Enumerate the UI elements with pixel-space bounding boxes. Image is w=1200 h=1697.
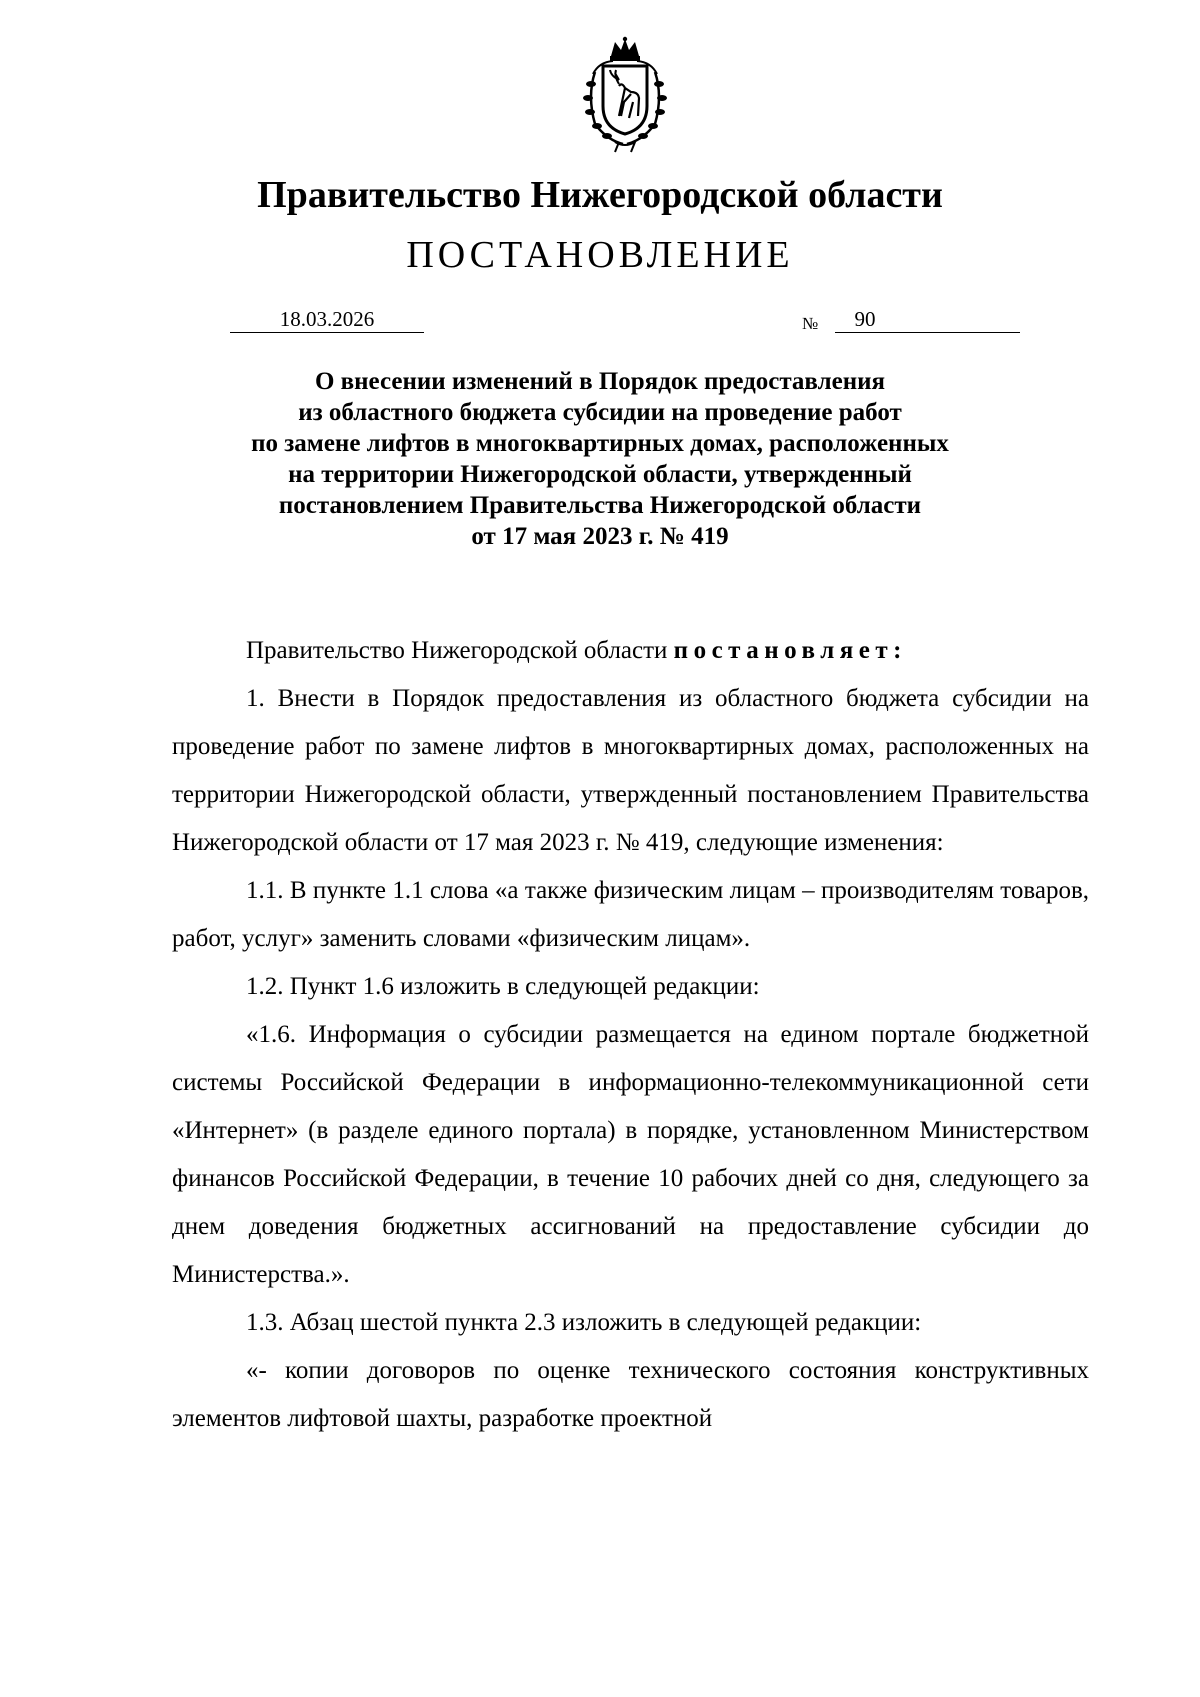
number-underline [835,332,1020,333]
paragraph-1: 1. Внести в Порядок предоставления из областного бюджета субсидии на проведение работ по замене лифтов в многоквартирных домах, расположенных на территории Нижегородской области, утвержденный постановлением Правительства Нижегородской области от 17 мая 2023 г. № 419, следующие изменения: [172,685,1089,856]
paragraph-1-3: 1.3. Абзац шестой пункта 2.3 изложить в следующей редакции: [246,1309,922,1336]
document-date: 18.03.2026 [279,307,375,331]
preamble-text: Правительство Нижегородской области [246,637,674,664]
quoted-paragraph-1-6: «1.6. Информация о субсидии размещается на едином портале бюджетной системы Российской Федерации в информационно-телекоммуникационной сети «Интернет» (в разделе единого портала) в порядке, установленном Министерством финансов Российской Федерации, в течение 10 рабочих дней со дня, следующего за днем доведения бюджетных ассигнований на предоставление субсидии до Министерства.». [172,1021,1089,1288]
document-title [200,366,1000,552]
title-line: О внесении изменений в Порядок предоставления [314,368,886,395]
number-sign: № [802,314,819,333]
title-line: от 17 мая 2023 г. № 419 [471,523,729,550]
title-line: из областного бюджета субсидии на проведение работ [298,399,902,426]
title-line: постановлением Правительства Нижегородской области [278,492,922,519]
document-body [172,627,1089,1443]
preamble-paragraph [172,627,1089,675]
coat-of-arms-emblem [575,36,675,154]
quoted-paragraph-list-item: «- копии договоров по оценке технического состояния конструктивных элементов лифтовой шахты, разработке проектной [172,1357,1089,1432]
preamble-resolves: постановляет: [673,637,907,664]
paragraph-1-1: 1.1. В пункте 1.1 слова «а также физическим лицам – производителям товаров, работ, услуг» заменить словами «физическим лицам». [172,877,1089,952]
organization-heading: Правительство Нижегородской области [257,174,943,216]
title-line: на территории Нижегородской области, утвержденный [288,461,912,488]
document-number: 90 [854,307,876,331]
document-type-heading: ПОСТАНОВЛЕНИЕ [406,234,794,276]
date-underline [230,332,424,333]
paragraph-1-2: 1.2. Пункт 1.6 изложить в следующей редакции: [246,973,760,1000]
title-line: по замене лифтов в многоквартирных домах, расположенных [251,430,949,457]
